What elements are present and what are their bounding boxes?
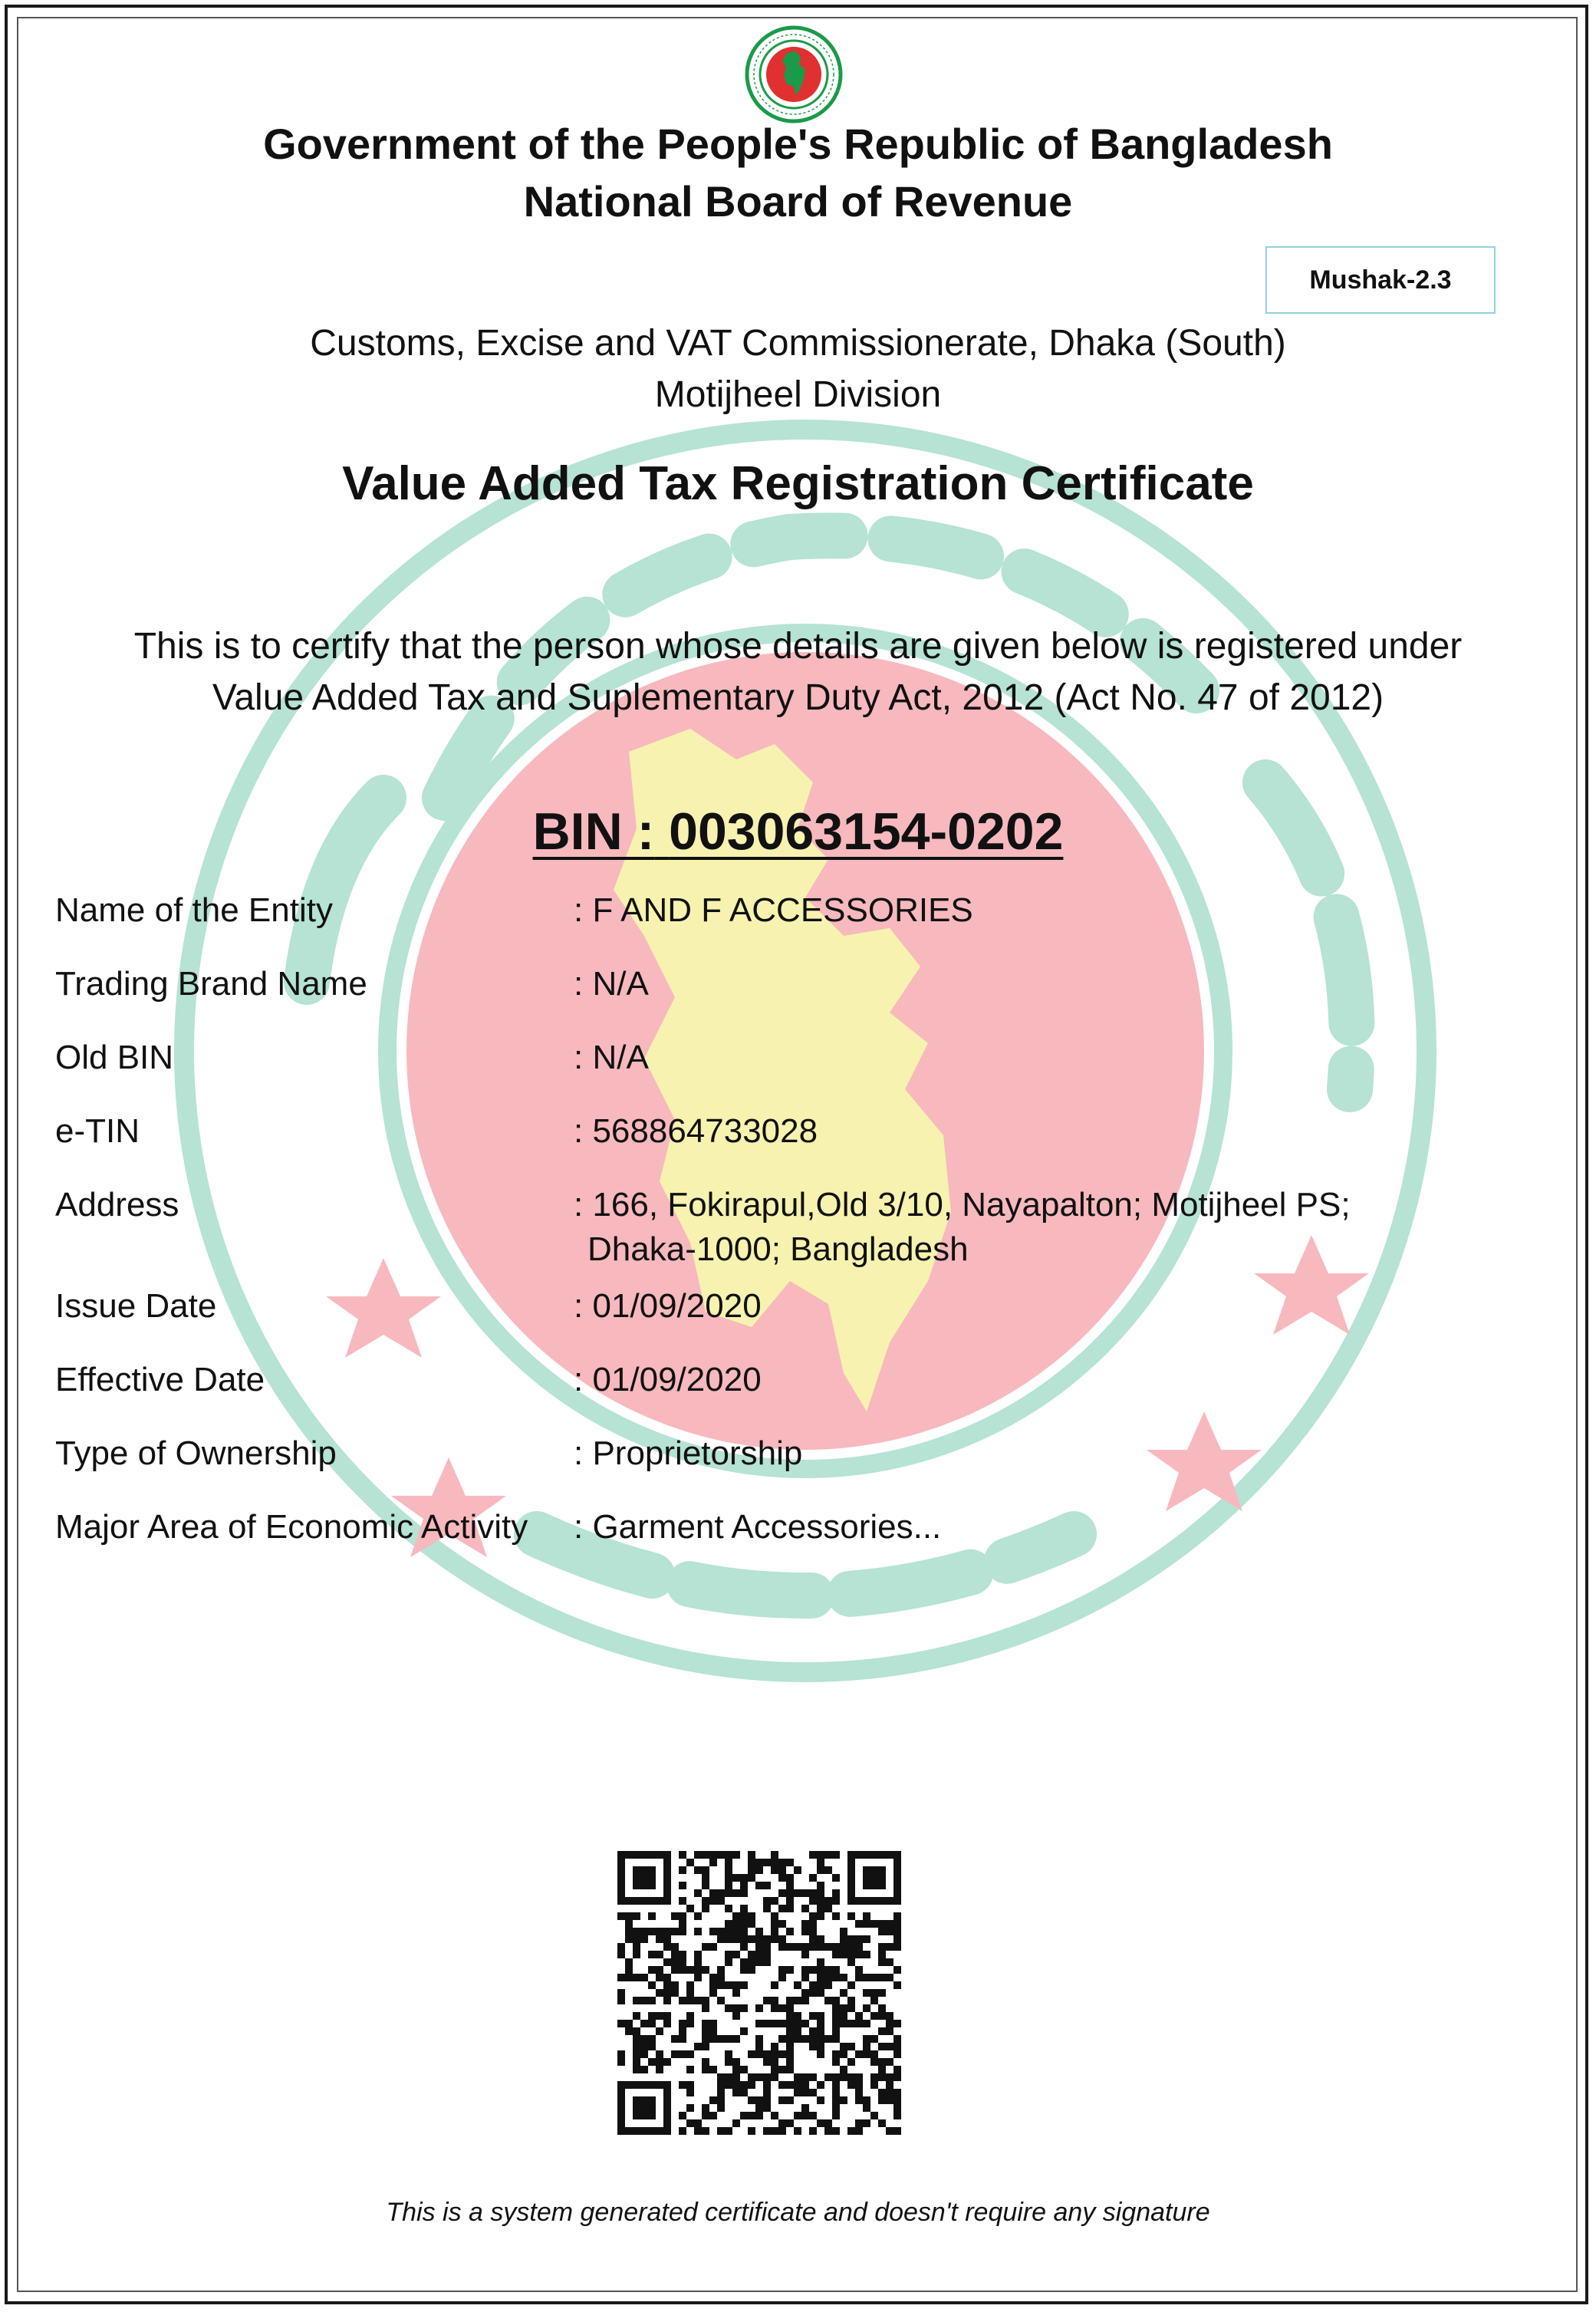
certification-statement-line-1: This is to certify that the person whose details are given below is registered under — [133, 626, 1463, 667]
bin-label: BIN : — [532, 802, 655, 861]
bin-value: 003063154-0202 — [669, 802, 1064, 861]
detail-label: Trading Brand Name — [55, 965, 367, 1003]
bin-heading — [0, 802, 1596, 861]
detail-value: : F AND F ACCESSORIES — [574, 891, 973, 929]
government-title: Government of the People's Republic of Bangladesh — [263, 120, 1333, 168]
detail-label: Old BIN — [55, 1039, 174, 1076]
commissionerate: Customs, Excise and VAT Commissionerate, Dhaka (South) — [310, 323, 1286, 364]
form-code-badge — [1265, 246, 1496, 314]
certification-statement-line-2: Value Added Tax and Suplementary Duty Act, 2012 (Act No. 47 of 2012) — [212, 677, 1384, 718]
footer-note: This is a system generated certificate and doesn't require any signature — [386, 2198, 1210, 2227]
detail-value: : N/A — [574, 1039, 649, 1076]
qr-code — [617, 1851, 901, 2135]
certificate-title: Value Added Tax Registration Certificate — [342, 457, 1254, 510]
board-title: National Board of Revenue — [523, 177, 1073, 226]
division: Motijheel Division — [654, 374, 942, 415]
detail-label: Type of Ownership — [55, 1434, 337, 1472]
detail-label: e-TIN — [55, 1112, 140, 1150]
detail-value: : N/A — [574, 965, 649, 1003]
form-code: Mushak-2.3 — [1309, 265, 1452, 295]
detail-value: : 01/09/2020 — [574, 1361, 762, 1398]
address-line-1: : 166, Fokirapul,Old 3/10, Nayapalton; Motijheel PS; — [574, 1186, 1351, 1224]
detail-value — [574, 1183, 1525, 1272]
detail-label: Issue Date — [55, 1287, 217, 1325]
detail-value: : 01/09/2020 — [574, 1287, 762, 1325]
qr-modules — [617, 1851, 901, 2135]
government-seal-emblem — [744, 25, 844, 124]
qr-finder-pattern — [621, 2085, 667, 2131]
detail-value: : 568864733028 — [574, 1112, 818, 1150]
detail-label: Name of the Entity — [55, 891, 333, 929]
qr-finder-pattern — [851, 1855, 897, 1901]
address-line-2: Dhaka-1000; Bangladesh — [587, 1230, 969, 1268]
detail-label: Major Area of Economic Activity — [55, 1508, 528, 1546]
detail-value: : Garment Accessories... — [574, 1508, 942, 1546]
qr-finder-pattern — [621, 1855, 667, 1901]
detail-label: Effective Date — [55, 1361, 265, 1398]
detail-label: Address — [55, 1186, 179, 1224]
detail-value: : Proprietorship — [574, 1434, 803, 1472]
